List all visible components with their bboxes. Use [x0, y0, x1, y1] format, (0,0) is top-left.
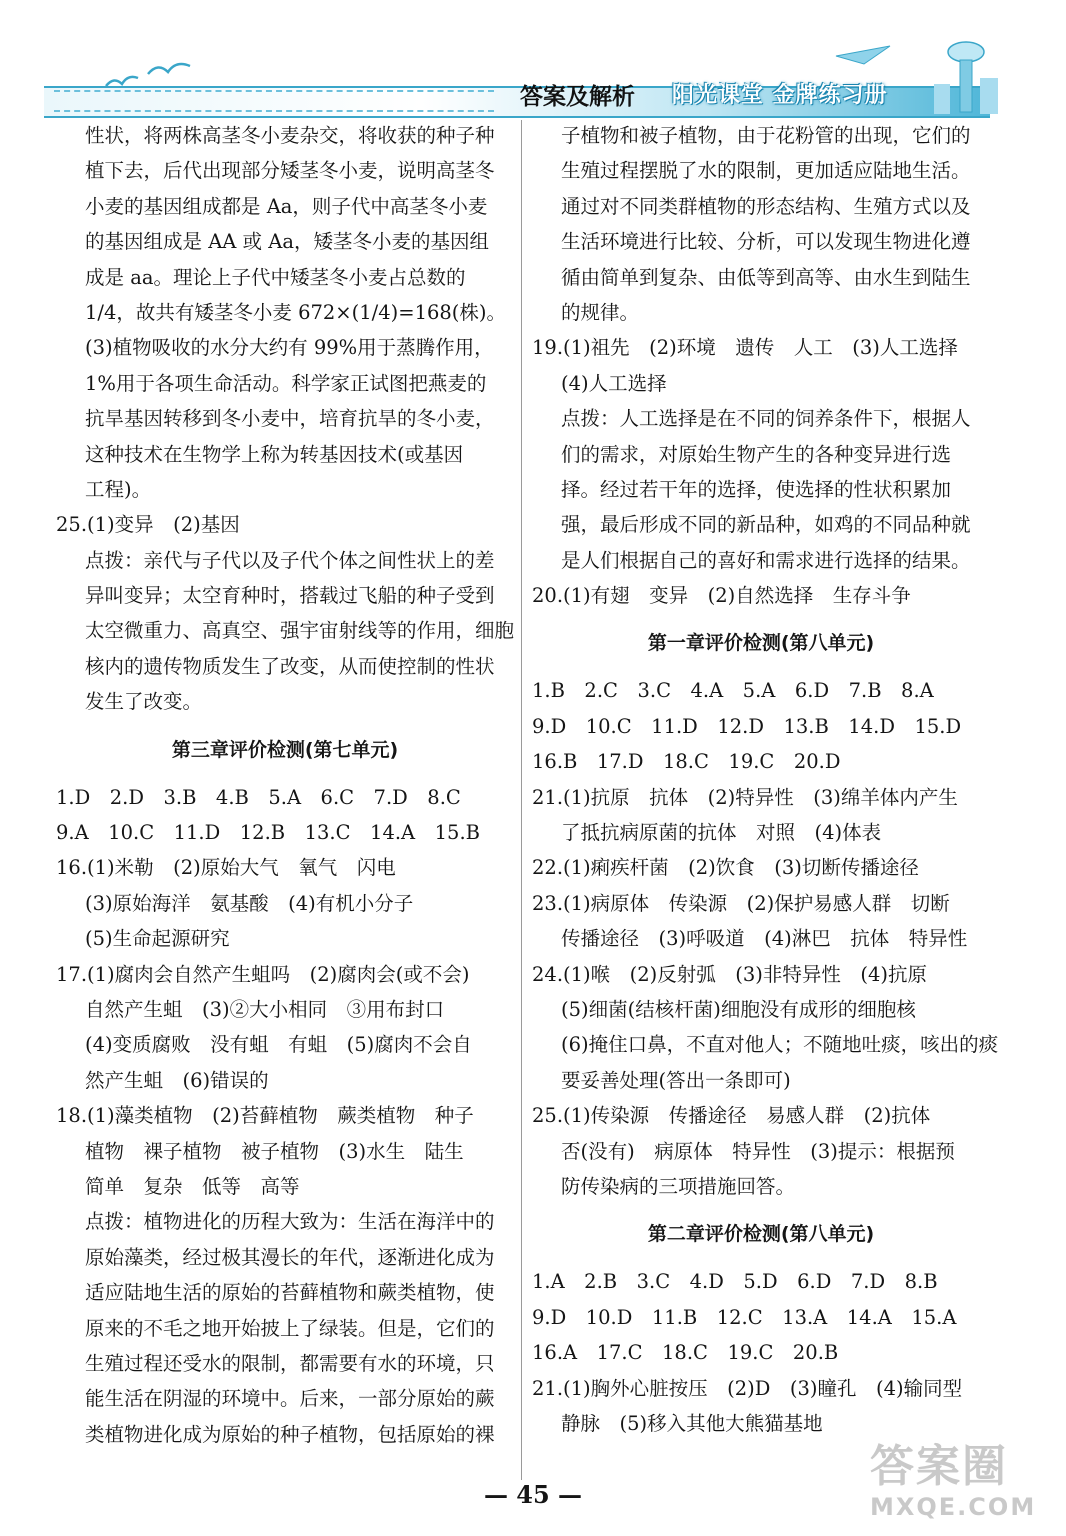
birds-icon	[96, 60, 206, 96]
answer-line: 20.(1)有翅 变异 (2)自然选择 生存斗争	[532, 584, 911, 608]
answer-line: 传播途径 (3)呼吸道 (4)淋巴 抗体 特异性	[561, 927, 968, 951]
answer-line: 19.(1)祖先 (2)环境 遗传 人工 (3)人工选择	[532, 336, 958, 360]
answer-line: 工程)。	[85, 477, 152, 501]
answer-line: 21.(1)抗原 抗体 (2)特异性 (3)绵羊体内产生	[532, 785, 958, 809]
answer-line: 植下去，后代出现部分矮茎冬小麦，说明高茎冬	[85, 159, 495, 183]
answer-line: 这种技术在生物学上称为转基因技术(或基因	[85, 442, 464, 466]
answer-line: 异叫变异；太空育种时，搭载过飞船的种子受到	[85, 584, 495, 608]
watermark-logo	[870, 1442, 1050, 1528]
answer-line: 1.D 2.D 3.B 4.B 5.A 6.C 7.D 8.C	[56, 785, 461, 809]
answer-line: 要妥善处理(答出一条即可)	[561, 1068, 791, 1092]
answer-line: (6)掩住口鼻，不直对他人；不随地吐痰，咳出的痰	[561, 1033, 999, 1057]
answer-line: (4)人工选择	[561, 371, 667, 395]
answer-line: 生活环境进行比较、分析，可以发现生物进化遵	[561, 230, 971, 254]
answer-line: 然产生蛆 (6)错误的	[85, 1068, 269, 1092]
answer-line: (5)细菌(结核杆菌)细胞没有成形的细胞核	[561, 997, 916, 1021]
section-heading: 第三章评价检测(第七单元)	[171, 738, 399, 761]
tower-icon	[924, 34, 1004, 116]
answer-line: (3)原始海洋 氨基酸 (4)有机小分子	[85, 891, 414, 915]
answer-line: 自然产生蛆 (3)②大小相同 ③用布封口	[85, 997, 445, 1021]
paper-plane-icon	[834, 42, 894, 72]
answer-line: 9.D 10.D 11.B 12.C 13.A 14.A 15.A	[532, 1305, 957, 1329]
answer-line: 16.B 17.D 18.C 19.C 20.D	[532, 750, 841, 774]
answer-line: 25.(1)传染源 传播途径 易感人群 (2)抗体	[532, 1104, 931, 1128]
answer-line: 点拨：亲代与子代以及子代个体之间性状上的差	[85, 548, 495, 572]
answer-line: 24.(1)喉 (2)反射弧 (3)非特异性 (4)抗原	[532, 962, 927, 986]
answer-line: 择。经过若干年的选择，使选择的性状积累加	[561, 477, 952, 501]
right-column	[532, 118, 999, 1441]
answer-line: 点拨：植物进化的历程大致为：生活在海洋中的	[85, 1210, 495, 1234]
answer-line: (3)植物吸收的水分大约有 99%用于蒸腾作用，	[85, 336, 494, 360]
answer-line: 生殖过程摆脱了水的限制，更加适应陆地生活。	[561, 159, 971, 183]
answer-line: 强，最后形成不同的新品种，如鸡的不同品种就	[561, 513, 971, 537]
answer-line: 防传染病的三项措施回答。	[561, 1174, 796, 1198]
answer-line: 能生活在阴湿的环境中。后来，一部分原始的蕨	[85, 1387, 495, 1411]
answer-line: 23.(1)病原体 传染源 (2)保护易感人群 切断	[532, 891, 950, 915]
answer-line: 成是 aa。理论上子代中矮茎冬小麦占总数的	[85, 265, 466, 289]
answer-line: 的基因组成是 AA 或 Aa，矮茎冬小麦的基因组	[85, 230, 489, 254]
answer-line: 核内的遗传物质发生了改变，从而使控制的性状	[85, 654, 495, 678]
answer-line: 循由简单到复杂、由低等到高等、由水生到陆生	[561, 265, 971, 289]
answer-line: 21.(1)胸外心脏按压 (2)D (3)瞳孔 (4)输同型	[532, 1376, 963, 1400]
answer-line: 原始藻类，经过极其漫长的年代，逐渐进化成为	[85, 1245, 495, 1269]
answer-line: 通过对不同类群植物的形态结构、生殖方式以及	[561, 194, 971, 218]
answer-line: 抗旱基因转移到冬小麦中，培育抗旱的冬小麦，	[85, 407, 495, 431]
answer-line: 性状，将两株高茎冬小麦杂交，将收获的种子种	[85, 124, 495, 147]
answer-line: 们的需求，对原始生物产生的各种变异进行选	[561, 442, 952, 466]
answer-line: 类植物进化成为原始的种子植物，包括原始的裸	[85, 1422, 495, 1446]
answer-line: 1%用于各项生命活动。科学家正试图把燕麦的	[85, 371, 487, 395]
answer-line: 点拨：人工选择是在不同的饲养条件下，根据人	[561, 407, 971, 431]
answer-line: 的规律。	[561, 300, 640, 324]
answer-line: 生殖过程还受水的限制，都需要有水的环境，只	[85, 1351, 495, 1375]
watermark-text: 答案圈	[870, 1441, 1008, 1492]
section-heading: 第一章评价检测(第八单元)	[647, 632, 875, 655]
answer-line: 18.(1)藻类植物 (2)苔藓植物 蕨类植物 种子	[56, 1104, 474, 1128]
answer-line: 17.(1)腐肉会自然产生蛆吗 (2)腐肉会(或不会)	[56, 962, 470, 986]
answer-line: (4)变质腐败 没有蛆 有蛆 (5)腐肉不会自	[85, 1033, 472, 1057]
answer-line: 发生了改变。	[85, 690, 203, 714]
brand-title: 阳光课堂 金牌练习册	[672, 83, 888, 108]
page-header	[44, 60, 990, 116]
answer-line: 1.B 2.C 3.C 4.A 5.A 6.D 7.B 8.A	[532, 679, 934, 703]
section-heading: 第二章评价检测(第八单元)	[647, 1223, 875, 1246]
answer-line: 22.(1)痢疾杆菌 (2)饮食 (3)切断传播途径	[532, 856, 919, 880]
header-title: 答案及解析	[520, 84, 635, 110]
column-divider	[521, 120, 522, 1480]
answer-line: 是人们根据自己的喜好和需求进行选择的结果。	[561, 548, 971, 572]
answer-line: 了抵抗病原菌的抗体 对照 (4)体表	[561, 821, 882, 845]
page-number: — 45 —	[483, 1480, 583, 1509]
answer-line: 小麦的基因组成都是 Aa，则子代中高茎冬小麦	[85, 194, 488, 218]
answer-line: 适应陆地生活的原始的苔藓植物和蕨类植物，使	[85, 1281, 495, 1305]
answer-line: 简单 复杂 低等 高等	[85, 1174, 300, 1198]
answer-line: 9.D 10.C 11.D 12.D 13.B 14.D 15.D	[532, 714, 962, 738]
answer-line: 1.A 2.B 3.C 4.D 5.D 6.D 7.D 8.B	[532, 1270, 938, 1294]
answer-line: 1/4，故共有矮茎冬小麦 672×(1/4)=168(株)。	[85, 300, 507, 324]
answer-line: 25.(1)变异 (2)基因	[56, 513, 240, 537]
answer-line: 静脉 (5)移入其他大熊猫基地	[561, 1411, 823, 1435]
answer-line: 16.(1)米勒 (2)原始大气 氧气 闪电	[56, 856, 396, 880]
answer-line: 子植物和被子植物，由于花粉管的出现，它们的	[561, 124, 971, 147]
answer-line: 16.A 17.C 18.C 19.C 20.B	[532, 1341, 839, 1365]
answer-line: 否(没有) 病原体 特异性 (3)提示：根据预	[561, 1139, 955, 1163]
answer-line: 植物 裸子植物 被子植物 (3)水生 陆生	[85, 1139, 464, 1163]
left-column	[56, 118, 514, 1452]
answer-line: (5)生命起源研究	[85, 927, 230, 951]
watermark-url: MXQE.COM	[870, 1493, 1037, 1521]
answer-line: 太空微重力、高真空、强宇宙射线等的作用，细胞	[85, 619, 515, 643]
answer-line: 原来的不毛之地开始披上了绿装。但是，它们的	[85, 1316, 495, 1340]
answer-line: 9.A 10.C 11.D 12.B 13.C 14.A 15.B	[56, 821, 480, 845]
